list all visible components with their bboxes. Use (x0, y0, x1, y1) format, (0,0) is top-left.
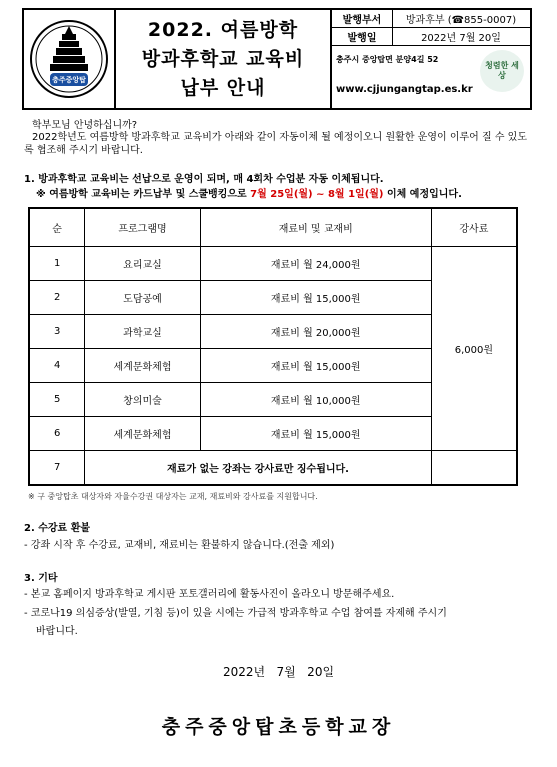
table-footnote: ※ 구 중앙탑초 대상자와 자율수강권 대상자는 교재, 재료비와 강사료를 지원합니다. (28, 492, 318, 501)
header-no: 순 (29, 208, 85, 247)
issuer-info-box (332, 8, 532, 110)
section3-item: - 코로나19 의심증상(발열, 기침 등)이 있을 시에는 가급적 방과후학교 수업 참여를 자제해 주시기 (24, 608, 447, 619)
empty-cell (431, 451, 517, 486)
greeting: 학부모님 안녕하십니까? (32, 120, 138, 131)
table-row-last (29, 451, 517, 486)
row-program: 창의미술 (85, 383, 200, 417)
section1-note (36, 188, 462, 201)
fee-table (28, 207, 518, 486)
row-no: 7 (29, 451, 85, 486)
issue-date-value: 2022년 7월 20일 (421, 33, 501, 44)
school-address: 충주시 중앙탑면 분양4길 52 (336, 55, 439, 64)
title-line-1: 2022. 여름방학 (147, 18, 299, 41)
title-line-3: 납부 안내 (180, 76, 266, 99)
issue-date-row (332, 28, 530, 46)
school-emblem-icon (24, 10, 114, 108)
row-no: 1 (29, 247, 85, 281)
row-fee: 재료비 월 15,000원 (200, 417, 431, 451)
row-no: 2 (29, 281, 85, 315)
row-no: 4 (29, 349, 85, 383)
section2-heading: 2. 수강료 환불 (24, 523, 91, 534)
row-program: 요리교실 (85, 247, 200, 281)
department-value: 방과후부 (☎855-0007) (405, 15, 517, 26)
row-fee: 재료비 월 15,000원 (200, 349, 431, 383)
row-program: 세계문화체험 (85, 417, 200, 451)
section3-item-cont: 바랍니다. (36, 626, 78, 637)
row-no: 3 (29, 315, 85, 349)
section3-item: - 본교 홈페이지 방과후학교 게시판 포토갤러리에 활동사진이 올라오니 방문해주세요. (24, 589, 395, 600)
row-fee: 재료비 월 15,000원 (200, 281, 431, 315)
header-fee: 재료비 및 교재비 (200, 208, 431, 247)
section2-item: - 강좌 시작 후 수강료, 교재비, 재료비는 환불하지 않습니다.(전출 제외) (24, 540, 335, 551)
title-line-2: 방과후학교 교육비 (141, 47, 305, 70)
row-no: 5 (29, 383, 85, 417)
school-logo (22, 8, 116, 110)
issuer-department-row (332, 10, 530, 28)
section1-heading: 1. 방과후학교 교육비는 선납으로 운영이 되며, 매 4회차 수업분 자동 이체됩니다. (24, 174, 384, 185)
logo-text: 충주중앙탑 (52, 76, 86, 84)
header-instructor-fee: 강사료 (431, 208, 517, 247)
row-no: 6 (29, 417, 85, 451)
instructor-fee-cell: 6,000원 (431, 247, 517, 451)
section3-heading: 3. 기타 (24, 573, 58, 584)
note-prefix: ※ 여름방학 교육비는 카드납부 및 스쿨뱅킹으로 (36, 189, 251, 200)
row-fee: 재료비 월 24,000원 (200, 247, 431, 281)
table-header-row (29, 208, 517, 247)
row-fee: 재료비 월 20,000원 (200, 315, 431, 349)
department-label: 발행부서 (332, 10, 393, 27)
row-fee: 재료비 월 10,000원 (200, 383, 431, 417)
header-program: 프로그램명 (85, 208, 200, 247)
row-program: 세계문화체험 (85, 349, 200, 383)
signature: 충주중앙탑초등학교장 (161, 716, 396, 738)
table-row (29, 247, 517, 281)
integrity-badge-icon (480, 50, 524, 92)
school-url[interactable]: www.cjjungangtap.es.kr (336, 84, 473, 95)
intro-paragraph: 2022학년도 여름방학 방과후학교 교육비가 아래와 같이 자동이체 될 예정이오니 원활한 운영이 이루어 질 수 있도록 협조해 주시기 바랍니다. (24, 132, 527, 156)
note-suffix: 이체 예정입니다. (383, 189, 462, 200)
row-program: 과학교실 (85, 315, 200, 349)
integrity-badge-text: 청렴한 세상 (485, 61, 519, 80)
instructor-only-note: 재료가 없는 강좌는 강사료만 징수됩니다. (85, 451, 431, 486)
note-dates: 7월 25일(월) ~ 8월 1일(월) (250, 189, 384, 200)
issue-date-label: 발행일 (332, 28, 393, 45)
page-title (116, 8, 332, 110)
row-program: 도담공예 (85, 281, 200, 315)
document-date: 2022년 7월 20일 (222, 665, 335, 679)
